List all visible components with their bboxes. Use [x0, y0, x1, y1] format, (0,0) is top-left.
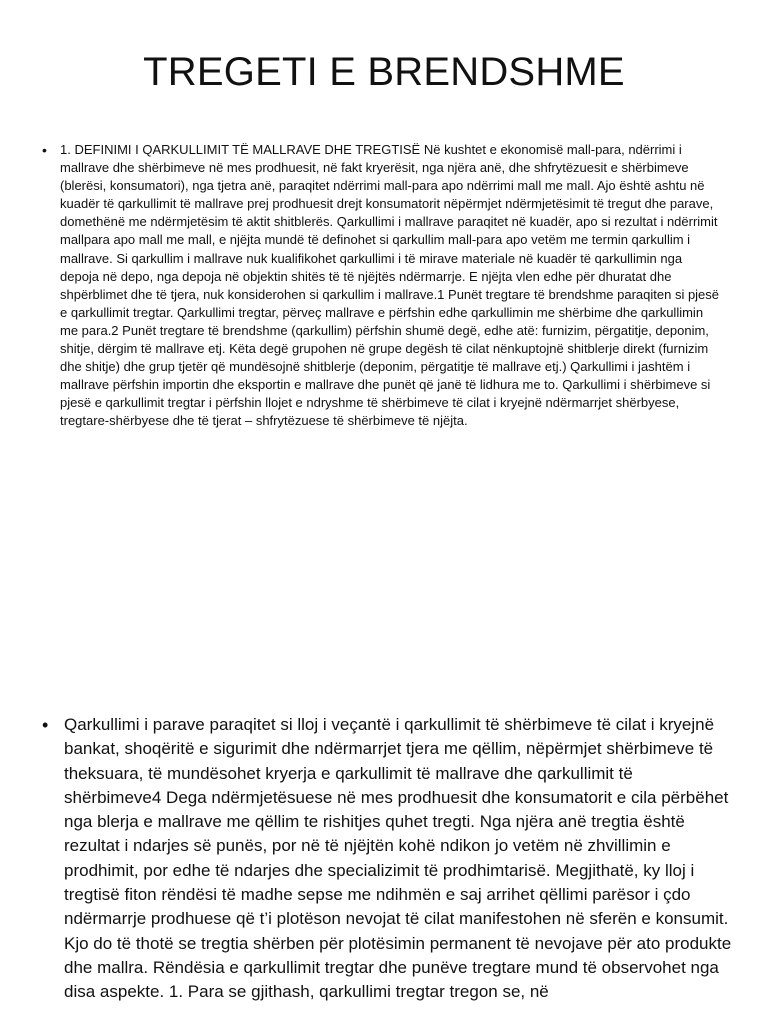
bullet-marker: • — [42, 142, 47, 158]
bullet-item — [42, 713, 732, 1005]
bullet-marker: • — [42, 715, 49, 735]
slide-2 — [0, 695, 768, 1024]
bullet-text: Qarkullimi i parave paraqitet si lloj i veçantë i qarkullimit të shërbimeve të cilat i kryejnë bankat, shoqëritë e sigurimit dhe ndërmarrjet tjera me qëllim, nëpërmjet shërbimeve të theksuara, të mundësohet kryerja e qarkullimit të mallrave dhe qarkullimit të shërbimeve4 Dega ndërmjetësuese në mes prodhuesit dhe konsumatorit e cila përbëhet nga blerja e mallrave me qëllim te rishitjes quhet tregti. Nga njëra anë tregtia është rezultat i ndarjes së punës, por në të njëjtën kohë ndikon jo vetëm në zhvillimin e prodhimit, por edhe të ndarjes dhe specializimit të prodhimtarisë. Megjithatë, ky lloj i tregtisë fiton rëndësi të madhe sepse me ndihmën e saj arrihet qëllimi parësor i çdo ndërmarrje prodhuese që t’i plotëson nevojat të cilat manifestohen në sferën e konsumit. Kjo do të thotë se tregtia shërben për plotësimin permanent të nevojave për ato produkte dhe mallra. Rëndësia e qarkullimit tregtar dhe punëve tregtare mund të observohet nga disa aspekte. 1. Para se gjithash, qarkullimi tregtar tregon se, në — [64, 715, 732, 1002]
bullet-item — [42, 141, 722, 431]
bullet-text: 1. DEFINIMI I QARKULLIMIT TË MALLRAVE DHE TREGTISË Në kushtet e ekonomisë mall-para, ndërrimi i mallrave dhe shërbimeve në mes prodhuesit, në fakt kryerësit, nga njëra anë, dhe shfrytëzuesit e shërbimeve (blerësi, konsumatori), nga tjetra anë, paraqitet ndërrimi mall-para apo ndërrimi mall me mall. Ajo është ashtu në kuadër të qarkullimit të mallrave prej prodhuesit drejt konsumatorit nëpërmjet ndërmjetësimit të tregut dhe parave, domethënë me ndërmjetësim të aktit shitblerës. Qarkullimi i mallrave paraqitet në kuadër, apo si rezultat i ndërrimit mallpara apo mall me mall, e njëjta mundë të definohet si qarkullim mall-para apo vetëm me termin qarkullim i mallrave. Si qarkullim i mallrave nuk kualifikohet qarkullimi i të mirave materiale në kuadër të qarkullimin nga depoja në depo, nga depoja në objektin shitës të të njëjtës ndërmarrje. E njëjta vlen edhe për dhuratat dhe shpërblimet dhe të tjera, nuk konsiderohen si qarkullim i mallrave.1 Punët tregtare të brendshme paraqiten si pjesë e qarkullimit tregtar. Qarkullimi tregtar, përveç mallrave e përfshin edhe qarkullimin me shërbime dhe qarkullimin me para.2 Punët tregtare të brendshme (qarkullim) përfshin shumë degë, edhe atë: furnizim, përgatitje, deponim, shitje, dërgim të mallrave etj. Këta degë grupohen në grupe degësh të cilat nënkuptojnë shitblerje direkt (furnizim dhe shitje) dhe grup tjetër që mundësojnë shitblerje (deponim, përgatitje të mallrave etj.) Qarkullimi i jashtëm i mallrave përfshin importin dhe eksportin e mallrave dhe punët që janë të lidhura me to. Qarkullimi i shërbimeve si pjesë e qarkullimit tregtar i përfshin llojet e ndryshme të shërbimeve të cilat i kryejnë ndërmarrjet shërbyese, tregtare-shërbyese dhe të tjerat – shfrytëzuese të shërbimeve të njëjta. — [60, 142, 720, 429]
slide-title: TREGETI E BRENDSHME — [143, 50, 625, 94]
